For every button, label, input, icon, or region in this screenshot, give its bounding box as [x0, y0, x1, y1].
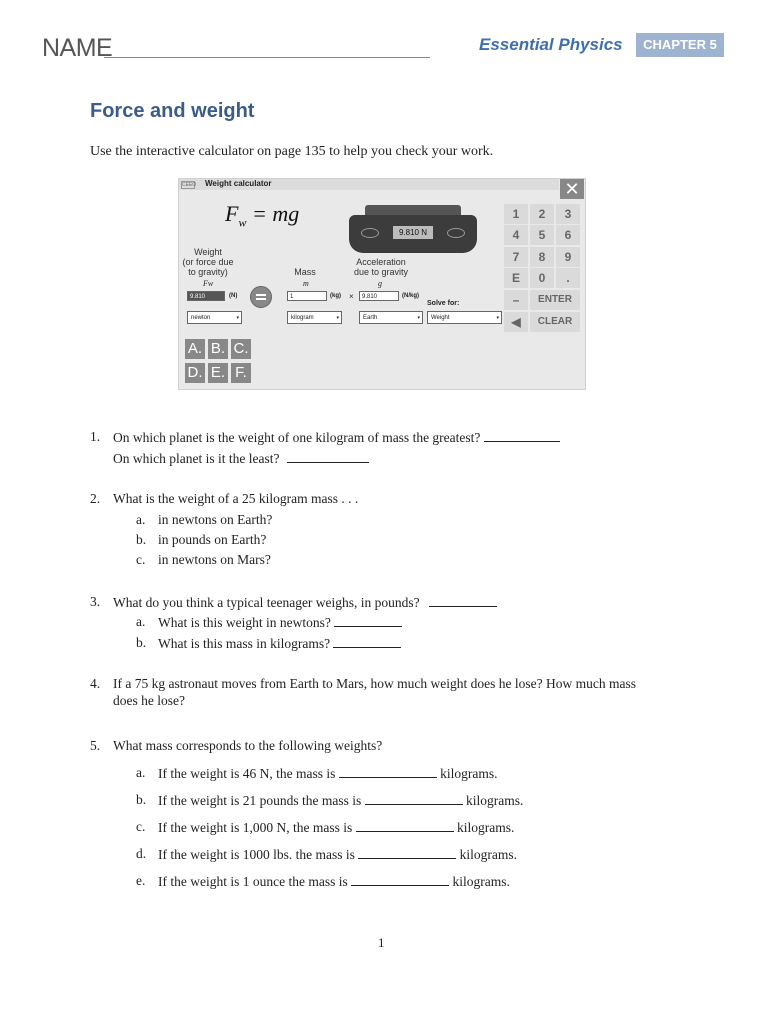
sub-text: [158, 614, 402, 631]
weight-label: [179, 247, 237, 277]
formula-f: F: [225, 201, 239, 226]
answer-button-b[interactable]: B.: [208, 339, 228, 359]
answer-button-a[interactable]: A.: [185, 339, 205, 359]
question-number: 5.: [90, 738, 101, 753]
key-enter[interactable]: ENTER: [530, 290, 580, 310]
calculator-logo: CEEO: [182, 182, 197, 188]
formula-sub: w: [238, 215, 247, 230]
weight-unit-select-value: newton: [191, 315, 211, 321]
answer-blank[interactable]: [333, 635, 401, 648]
sub-letter: e.: [136, 873, 146, 888]
sub-text: in pounds on Earth?: [158, 532, 267, 547]
sub-5d-pre: If the weight is 1000 lbs. the mass is: [158, 847, 355, 862]
equals-button[interactable]: [250, 286, 272, 308]
question-1-text: On which planet is the weight of one kilogram of mass the greatest?: [113, 430, 481, 445]
calculator-title: Weight calculator: [205, 179, 272, 188]
sub-5b-post: kilograms.: [465, 793, 524, 808]
weight-symbol: Fw: [203, 279, 214, 288]
sub-letter: b.: [136, 792, 147, 807]
solve-for-select[interactable]: [427, 311, 502, 324]
answer-button-f[interactable]: F.: [231, 363, 251, 383]
scale-dial-right: [447, 228, 465, 238]
sub-letter: c.: [136, 819, 146, 834]
acceleration-input[interactable]: 9.810: [359, 291, 399, 301]
acceleration-label: [347, 257, 415, 277]
sub-3b-text: What is this mass in kilograms?: [158, 636, 331, 651]
question-number: 4.: [90, 676, 101, 691]
sub-letter: a.: [136, 765, 146, 780]
formula-rest: = mg: [251, 201, 300, 226]
key-8[interactable]: 8: [530, 247, 554, 267]
planet-select-value: Earth: [363, 315, 378, 321]
weight-label-line2: (or force due: [182, 257, 234, 267]
weight-input[interactable]: 9.810: [187, 291, 225, 301]
sub-letter: d.: [136, 846, 147, 861]
sub-text: [158, 873, 510, 890]
page-title: Force and weight: [90, 100, 255, 122]
key-e[interactable]: E: [504, 268, 528, 288]
planet-select[interactable]: [359, 311, 423, 324]
accel-label-line2: due to gravity: [353, 267, 409, 277]
question-text-line2: does he lose?: [113, 693, 185, 708]
answer-blank[interactable]: [334, 614, 402, 627]
mass-unit-select[interactable]: [287, 311, 342, 324]
sub-5c-post: kilograms.: [456, 820, 515, 835]
key-2[interactable]: 2: [530, 204, 554, 224]
scale-top: [365, 205, 461, 215]
weight-calculator: [178, 178, 586, 390]
key-6[interactable]: 6: [556, 225, 580, 245]
question-3-text: What do you think a typical teenager weighs, in pounds?: [113, 595, 420, 610]
question-text-line2: [113, 450, 369, 467]
key-9[interactable]: 9: [556, 247, 580, 267]
sub-text: [158, 765, 497, 782]
scale-dial-left: [361, 228, 379, 238]
mass-input[interactable]: 1: [287, 291, 327, 301]
mass-unit-select-value: kilogram: [291, 315, 314, 321]
solve-for-label: Solve for:: [427, 300, 460, 307]
sub-5e-post: kilograms.: [452, 874, 510, 889]
key-1[interactable]: 1: [504, 204, 528, 224]
acceleration-unit: (N/kg): [402, 293, 419, 299]
question-1-line2: On which planet is it the least?: [113, 451, 280, 466]
key-decimal[interactable]: .: [556, 268, 580, 288]
sub-text: [158, 635, 401, 652]
answer-blank[interactable]: [429, 594, 497, 607]
chevron-down-icon: ▾: [417, 315, 420, 321]
sub-letter: c.: [136, 552, 146, 567]
accel-symbol: g: [378, 279, 382, 288]
name-label: NAME: [42, 34, 113, 62]
scale-image: [347, 205, 479, 257]
question-text: If a 75 kg astronaut moves from Earth to Mars, how much weight does he lose? How much mass: [113, 676, 637, 691]
name-line[interactable]: [104, 57, 430, 58]
sub-text: [158, 846, 517, 863]
sub-5b-pre: If the weight is 21 pounds the mass is: [158, 793, 362, 808]
sub-text: [158, 819, 514, 836]
sub-3a-text: What is this weight in newtons?: [158, 615, 331, 630]
answer-blank[interactable]: [351, 873, 449, 886]
sub-5a-post: kilograms.: [440, 766, 498, 781]
sub-text: in newtons on Mars?: [158, 552, 271, 567]
mass-unit: (kg): [330, 293, 341, 299]
keypad: [504, 204, 584, 334]
answer-button-d[interactable]: D.: [185, 363, 205, 383]
chevron-down-icon: ▾: [496, 315, 499, 321]
sub-letter: b.: [136, 635, 147, 650]
question-text: [113, 594, 497, 611]
question-text: What is the weight of a 25 kilogram mass . . .: [113, 491, 359, 506]
solve-for-select-value: Weight: [431, 315, 450, 321]
key-5[interactable]: 5: [530, 225, 554, 245]
question-number: 2.: [90, 491, 101, 506]
sub-letter: a.: [136, 614, 146, 629]
question-text: [113, 429, 560, 446]
sub-5c-pre: If the weight is 1,000 N, the mass is: [158, 820, 353, 835]
question-number: 3.: [90, 594, 101, 609]
answer-button-c[interactable]: C.: [231, 339, 251, 359]
sub-text: in newtons on Earth?: [158, 512, 273, 527]
sub-5d-post: kilograms.: [459, 847, 517, 862]
scale-display: 9.810 N: [393, 226, 433, 239]
weight-label-line3: to gravity): [188, 267, 228, 277]
accel-label-line1: Acceleration: [356, 257, 406, 267]
key-0[interactable]: 0: [530, 268, 554, 288]
intro-text: Use the interactive calculator on page 135 to help you check your work.: [90, 144, 494, 159]
answer-blank[interactable]: [287, 450, 369, 463]
chapter-badge: CHAPTER 5: [636, 33, 724, 57]
page-number: 1: [378, 935, 385, 950]
key-minus[interactable]: –: [504, 290, 528, 310]
mass-label: Mass: [294, 267, 316, 277]
chevron-down-icon: ▾: [336, 315, 339, 321]
question-number: 1.: [90, 429, 101, 444]
sub-5a-pre: If the weight is 46 N, the mass is: [158, 766, 336, 781]
sub-5e-pre: If the weight is 1 ounce the mass is: [158, 874, 348, 889]
close-button[interactable]: ✕: [560, 179, 584, 199]
answer-button-e[interactable]: E.: [208, 363, 228, 383]
answer-blank[interactable]: [339, 765, 437, 778]
key-3[interactable]: 3: [556, 204, 580, 224]
weight-unit-select[interactable]: [187, 311, 242, 324]
weight-label-line1: Weight: [194, 247, 222, 257]
book-title: Essential Physics: [479, 35, 623, 54]
key-7[interactable]: 7: [504, 247, 528, 267]
sub-letter: b.: [136, 532, 147, 547]
question-text: What mass corresponds to the following weights?: [113, 738, 383, 753]
answer-blank[interactable]: [365, 792, 463, 805]
times-sign: ×: [349, 292, 354, 301]
sub-text: [158, 792, 523, 809]
backspace-icon[interactable]: ◀: [504, 312, 528, 332]
weight-formula: [225, 201, 299, 230]
key-4[interactable]: 4: [504, 225, 528, 245]
key-clear[interactable]: CLEAR: [530, 312, 580, 332]
answer-blank[interactable]: [356, 819, 454, 832]
chevron-down-icon: ▾: [236, 315, 239, 321]
answer-blank[interactable]: [358, 846, 456, 859]
mass-symbol: m: [303, 279, 309, 288]
weight-unit: (N): [229, 293, 238, 299]
sub-letter: a.: [136, 512, 146, 527]
answer-blank[interactable]: [484, 429, 560, 442]
